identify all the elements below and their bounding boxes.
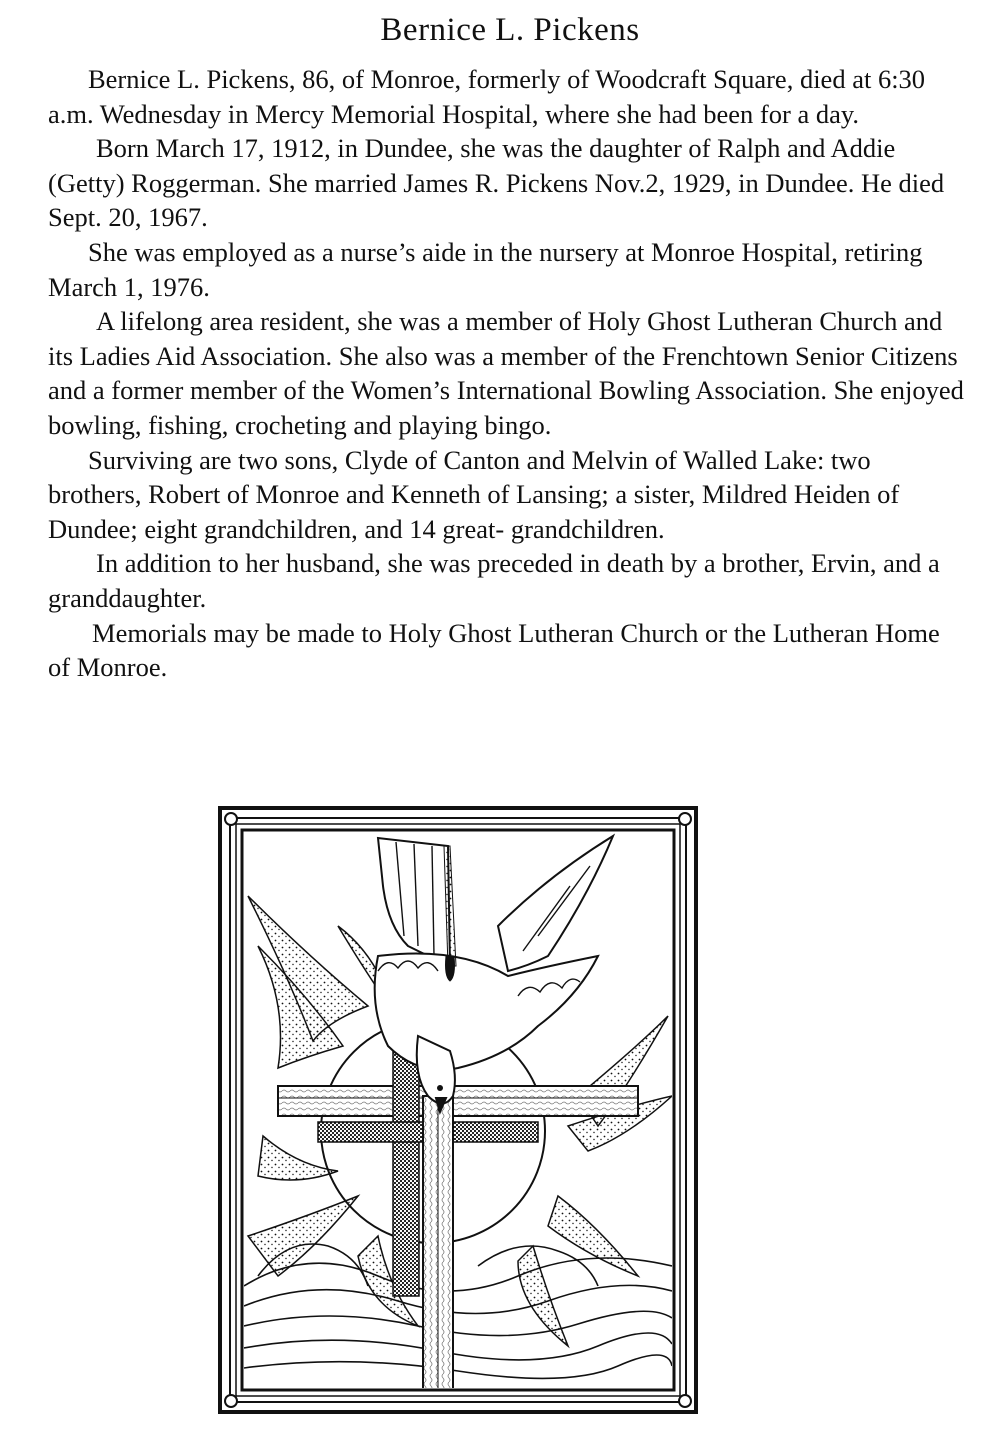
dove-cross-illustration	[218, 806, 698, 1414]
paragraph-employment: She was employed as a nurse’s aide in the nursery at Monroe Hospital, retiring March 1, 1976.	[48, 236, 923, 302]
paragraph-birth-marriage: Born March 17, 1912, in Dundee, she was the daughter of Ralph and Addie (Getty) Roggerman. She married James R. Pickens Nov.2, 1929, in Dundee. He died Sept. 20, 1967.	[48, 133, 945, 233]
obituary-body	[48, 62, 968, 685]
water-waves	[244, 1244, 672, 1378]
paragraph-survivors: Surviving are two sons, Clyde of Canton and Melvin of Walled Lake: two brothers, Robert of Monroe and Kenneth of Lansing; a sister, Mildred Heiden of Dundee; eight grandchildren, and 14 great- grandchildren.	[48, 444, 900, 544]
dove-cross-sun-icon	[218, 806, 698, 1414]
paragraph-death-notice: Bernice L. Pickens, 86, of Monroe, formerly of Woodcraft Square, died at 6:30 a.m. Wednesday in Mercy Memorial Hospital, where she had been for a day.	[48, 64, 926, 129]
obituary-title: Bernice L. Pickens	[380, 12, 640, 48]
paragraph-memberships: A lifelong area resident, she was a member of Holy Ghost Lutheran Church and its Ladies Aid Association. She also was a member of the Frenchtown Senior Citizens and a former member of the Women’s International Bowling Association. She enjoyed bowling, fishing, crocheting and playing bingo.	[48, 306, 964, 440]
paragraph-preceded-in-death: In addition to her husband, she was preceded in death by a brother, Ervin, and a granddaughter.	[48, 548, 940, 613]
paragraph-memorials: Memorials may be made to Holy Ghost Lutheran Church or the Lutheran Home of Monroe.	[48, 617, 940, 683]
